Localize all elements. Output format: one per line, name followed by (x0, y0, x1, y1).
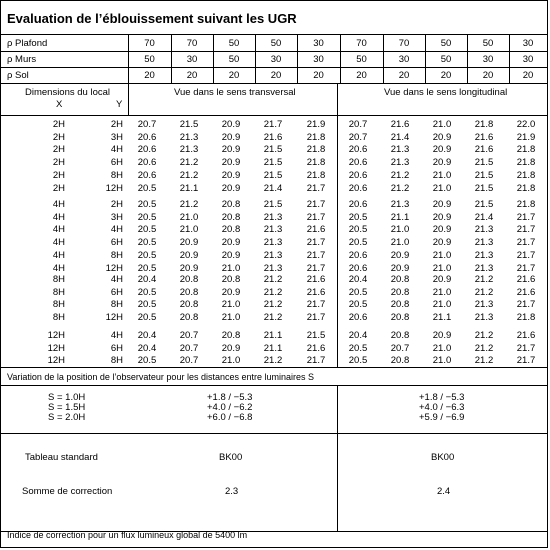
ugr-value: 21.4 (263, 182, 283, 194)
variation-long: +5.9 / −6.9 (419, 412, 465, 423)
ugr-value: 21.3 (390, 157, 410, 169)
reflectance-value: 50 (270, 38, 282, 49)
ugr-value: 20.9 (221, 119, 241, 130)
ugr-value: 20.5 (137, 262, 157, 274)
reflectance-value: 70 (356, 38, 367, 49)
ugr-value: 21.7 (516, 342, 536, 354)
ugr-value: 21.3 (263, 224, 283, 236)
ugr-value: 20.9 (432, 224, 452, 236)
row-x: 8H (52, 299, 65, 311)
ugr-value: 21.6 (306, 274, 326, 285)
row-x: 2H (52, 131, 65, 143)
rule-line (1, 51, 547, 52)
ugr-value: 20.7 (348, 119, 368, 130)
ugr-value: 21.2 (474, 274, 494, 285)
row-y: 2H (110, 199, 123, 210)
row-y: 4H (110, 330, 123, 341)
ugr-value: 20.9 (432, 237, 452, 249)
row-x: 8H (52, 312, 65, 324)
ugr-value: 20.8 (221, 224, 241, 236)
row-y: 8H (110, 169, 123, 181)
reflectance-value: 20 (270, 70, 282, 81)
ugr-value: 21.3 (474, 312, 494, 324)
ugr-value: 20.5 (137, 286, 157, 298)
standard-long: BK00 (431, 452, 455, 463)
ugr-value: 20.9 (221, 249, 241, 261)
variation-long: +4.0 / −6.3 (419, 402, 465, 413)
variation-label: S = 2.0H (48, 412, 86, 423)
ugr-value: 21.7 (306, 182, 326, 194)
ugr-value: 20.9 (221, 237, 241, 249)
ugr-value: 20.8 (221, 274, 241, 285)
ugr-value: 21.0 (432, 286, 452, 298)
ugr-value: 20.4 (348, 274, 368, 285)
ugr-value: 21.5 (263, 157, 283, 169)
ugr-value: 21.0 (221, 299, 241, 311)
reflectance-value: 30 (482, 54, 494, 65)
ugr-value: 21.5 (263, 144, 283, 156)
ugr-value: 21.2 (263, 286, 283, 298)
reflectance-label: ρ Sol (7, 70, 29, 81)
ugr-value: 21.1 (263, 330, 283, 341)
ugr-value: 21.4 (474, 211, 494, 223)
row-x: 12H (47, 330, 65, 341)
ugr-value: 21.6 (263, 131, 283, 143)
ugr-value: 21.3 (474, 249, 494, 261)
ugr-value: 20.6 (348, 144, 368, 156)
ugr-value: 21.8 (306, 157, 326, 169)
ugr-value: 20.7 (179, 355, 199, 367)
ugr-value: 20.9 (221, 182, 241, 194)
ugr-value: 21.7 (306, 262, 326, 274)
row-y: 12H (105, 262, 123, 274)
correction-trans: 2.3 (225, 486, 239, 497)
ugr-value: 21.8 (516, 169, 536, 181)
ugr-value: 21.7 (263, 119, 283, 130)
ugr-value: 21.1 (432, 312, 452, 324)
ugr-value: 20.9 (390, 249, 410, 261)
row-y: 12H (105, 312, 123, 324)
row-y: 6H (110, 286, 123, 298)
ugr-value: 20.7 (179, 342, 199, 354)
ugr-value: 20.8 (390, 355, 410, 367)
ugr-value: 21.2 (179, 169, 199, 181)
ugr-value: 20.6 (348, 182, 368, 194)
ugr-value: 20.5 (137, 182, 157, 194)
ugr-value: 21.2 (474, 342, 494, 354)
ugr-value: 21.0 (432, 249, 452, 261)
ugr-value: 21.1 (179, 182, 199, 194)
reflectance-value: 20 (356, 70, 367, 81)
row-y: 12H (105, 182, 123, 194)
row-y: 4H (110, 224, 123, 236)
reflectance-value: 50 (228, 54, 240, 65)
ugr-value: 20.7 (137, 119, 157, 130)
ugr-value: 21.3 (263, 237, 283, 249)
ugr-value: 20.9 (221, 157, 241, 169)
ugr-value: 20.9 (179, 249, 199, 261)
ugr-value: 21.0 (432, 169, 452, 181)
ugr-value: 21.1 (263, 342, 283, 354)
ugr-value: 20.4 (348, 330, 368, 341)
ugr-value: 20.9 (432, 330, 452, 341)
ugr-value: 20.8 (390, 312, 410, 324)
ugr-value: 21.3 (474, 237, 494, 249)
ugr-value: 21.5 (306, 330, 326, 341)
reflectance-value: 30 (522, 54, 534, 65)
ugr-value: 20.7 (348, 131, 368, 143)
ugr-value: 20.4 (137, 274, 157, 285)
ugr-value: 21.7 (516, 211, 536, 223)
reflectance-value: 30 (186, 54, 198, 65)
reflectance-label: ρ Plafond (7, 38, 48, 49)
ugr-value: 22.0 (516, 119, 536, 130)
reflectance-value: 50 (482, 38, 494, 49)
ugr-value: 20.5 (137, 355, 157, 367)
correction-long: 2.4 (437, 486, 451, 497)
row-x: 12H (47, 355, 65, 367)
reflectance-value: 70 (186, 38, 198, 49)
ugr-value: 21.2 (263, 355, 283, 367)
ugr-value: 21.2 (263, 312, 283, 324)
ugr-value: 21.7 (306, 249, 326, 261)
ugr-value: 20.9 (179, 237, 199, 249)
x-label: X (56, 99, 63, 110)
ugr-value: 20.5 (348, 224, 368, 236)
footer-note: Indice de correction pour un flux lumineux global de 5400 lm (7, 530, 248, 540)
variation-trans: +6.0 / −6.8 (207, 412, 253, 423)
rule-line (1, 67, 547, 68)
ugr-value: 21.4 (390, 131, 410, 143)
variation-label: S = 1.0H (48, 392, 86, 403)
reflectance-value: 20 (228, 70, 240, 81)
variation-caption: Variation de la position de l’observateur pour les distances entre luminaires S (7, 372, 315, 382)
reflectance-value: 30 (522, 38, 534, 49)
column-divider (128, 83, 129, 115)
row-y: 3H (110, 211, 123, 223)
ugr-value: 20.8 (179, 274, 199, 285)
standard-label: Tableau standard (25, 452, 98, 463)
row-x: 8H (52, 274, 65, 285)
ugr-value: 21.8 (306, 169, 326, 181)
ugr-value: 21.5 (474, 182, 494, 194)
row-x: 2H (52, 144, 65, 156)
reflectance-value: 50 (440, 38, 452, 49)
row-y: 8H (110, 355, 123, 367)
ugr-value: 20.4 (137, 330, 157, 341)
ugr-value: 21.7 (306, 299, 326, 311)
ugr-value: 20.5 (137, 299, 157, 311)
ugr-value: 21.7 (516, 224, 536, 236)
variation-trans: +1.8 / −5.3 (207, 392, 253, 403)
ugr-value: 20.5 (348, 237, 368, 249)
rule-line (1, 83, 547, 84)
ugr-value: 21.6 (390, 119, 410, 130)
ugr-value: 21.0 (390, 237, 410, 249)
row-y: 4H (110, 144, 123, 156)
ugr-value: 21.8 (474, 119, 494, 130)
ugr-value: 21.2 (390, 169, 410, 181)
ugr-value: 20.9 (221, 286, 241, 298)
ugr-value: 20.6 (137, 157, 157, 169)
ugr-value: 20.8 (221, 211, 241, 223)
ugr-value: 21.3 (179, 144, 199, 156)
ugr-value: 21.2 (390, 182, 410, 194)
ugr-value: 20.8 (179, 286, 199, 298)
ugr-value: 21.0 (221, 262, 241, 274)
rule-line (1, 367, 547, 368)
ugr-value: 20.8 (390, 286, 410, 298)
ugr-value: 21.3 (390, 199, 410, 210)
ugr-value: 21.7 (516, 299, 536, 311)
ugr-value: 21.0 (390, 224, 410, 236)
reflectance-value: 50 (356, 54, 367, 65)
ugr-value: 20.8 (221, 199, 241, 210)
ugr-value: 21.5 (263, 199, 283, 210)
rule-line (1, 433, 547, 434)
ugr-value: 20.9 (221, 342, 241, 354)
reflectance-value: 30 (313, 54, 324, 65)
ugr-value: 21.2 (474, 286, 494, 298)
variation-long: +1.8 / −5.3 (419, 392, 465, 403)
ugr-value: 21.6 (474, 131, 494, 143)
reflectance-value: 20 (186, 70, 198, 81)
row-y: 6H (110, 237, 123, 249)
row-y: 4H (110, 274, 123, 285)
reflectance-value: 20 (482, 70, 494, 81)
ugr-value: 21.7 (306, 199, 326, 210)
ugr-value: 20.9 (221, 131, 241, 143)
ugr-value: 20.9 (432, 211, 452, 223)
reflectance-value: 20 (522, 70, 534, 81)
ugr-value: 20.5 (137, 249, 157, 261)
ugr-value: 20.9 (432, 131, 452, 143)
reflectance-value: 30 (398, 54, 410, 65)
reflectance-value: 70 (144, 38, 155, 49)
ugr-value: 21.7 (516, 262, 536, 274)
ugr-value: 21.9 (516, 131, 536, 143)
y-label: Y (116, 99, 123, 110)
ugr-value: 20.9 (432, 199, 452, 210)
ugr-value: 20.8 (221, 330, 241, 341)
row-x: 4H (52, 249, 65, 261)
ugr-value: 21.1 (390, 211, 410, 223)
ugr-value: 20.5 (348, 286, 368, 298)
ugr-value: 21.8 (516, 157, 536, 169)
transverse-header: Vue dans le sens transversal (174, 87, 296, 98)
ugr-value: 21.3 (263, 262, 283, 274)
ugr-value: 20.9 (432, 144, 452, 156)
variation-trans: +4.0 / −6.2 (207, 402, 253, 413)
row-y: 8H (110, 299, 123, 311)
ugr-value: 20.5 (137, 224, 157, 236)
ugr-value: 21.0 (432, 342, 452, 354)
row-x: 4H (52, 199, 65, 210)
ugr-value: 21.8 (516, 199, 536, 210)
ugr-value: 21.7 (516, 355, 536, 367)
reflectance-value: 50 (440, 54, 452, 65)
ugr-value: 21.6 (474, 144, 494, 156)
ugr-value: 20.6 (348, 157, 368, 169)
ugr-value: 21.7 (306, 312, 326, 324)
row-x: 4H (52, 237, 65, 249)
ugr-value: 21.7 (516, 237, 536, 249)
ugr-value: 20.8 (179, 312, 199, 324)
ugr-value: 20.5 (348, 211, 368, 223)
ugr-value: 20.9 (432, 274, 452, 285)
ugr-value: 20.6 (348, 312, 368, 324)
reflectance-value: 20 (144, 70, 155, 81)
ugr-value: 20.5 (137, 312, 157, 324)
ugr-value: 21.5 (474, 199, 494, 210)
ugr-value: 21.8 (306, 144, 326, 156)
variation-label: S = 1.5H (48, 402, 86, 413)
ugr-value: 20.9 (179, 262, 199, 274)
ugr-value: 20.6 (348, 262, 368, 274)
ugr-value: 21.3 (474, 299, 494, 311)
ugr-value: 21.3 (179, 131, 199, 143)
ugr-value: 21.0 (432, 119, 452, 130)
ugr-value: 20.8 (390, 274, 410, 285)
row-x: 2H (52, 119, 65, 130)
ugr-value: 20.5 (348, 355, 368, 367)
ugr-value: 20.7 (390, 342, 410, 354)
ugr-value: 21.8 (306, 131, 326, 143)
ugr-value: 20.8 (390, 330, 410, 341)
ugr-value: 21.3 (263, 211, 283, 223)
ugr-value: 21.8 (516, 144, 536, 156)
ugr-value: 20.5 (348, 299, 368, 311)
row-x: 4H (52, 224, 65, 236)
ugr-value: 20.5 (137, 237, 157, 249)
reflectance-value: 30 (313, 38, 324, 49)
ugr-value: 21.7 (306, 237, 326, 249)
reflectance-value: 20 (313, 70, 324, 81)
row-y: 8H (110, 249, 123, 261)
ugr-value: 21.3 (474, 224, 494, 236)
ugr-value: 21.0 (432, 299, 452, 311)
ugr-value: 20.6 (348, 199, 368, 210)
ugr-value: 20.6 (137, 131, 157, 143)
correction-label: Somme de correction (22, 486, 113, 497)
row-y: 2H (110, 119, 123, 130)
ugr-value: 21.2 (179, 199, 199, 210)
ugr-value: 20.5 (137, 199, 157, 210)
ugr-value: 21.0 (432, 355, 452, 367)
ugr-value: 21.6 (516, 286, 536, 298)
ugr-value: 21.5 (474, 169, 494, 181)
ugr-value: 20.8 (179, 299, 199, 311)
ugr-value: 20.5 (348, 342, 368, 354)
reflectance-value: 70 (398, 38, 410, 49)
ugr-value: 21.8 (516, 182, 536, 194)
row-x: 2H (52, 169, 65, 181)
row-y: 6H (110, 342, 123, 354)
ugr-value: 21.5 (474, 157, 494, 169)
ugr-value: 21.7 (306, 355, 326, 367)
ugr-value: 21.7 (516, 249, 536, 261)
reflectance-value: 20 (440, 70, 452, 81)
page-title: Evaluation de l’éblouissement suivant les UGR (7, 11, 297, 26)
ugr-value: 21.0 (179, 224, 199, 236)
dims-label: Dimensions du local (25, 87, 111, 98)
ugr-value: 21.6 (516, 330, 536, 341)
ugr-value: 21.0 (432, 182, 452, 194)
ugr-value: 21.0 (221, 355, 241, 367)
column-divider (337, 385, 338, 531)
ugr-value: 21.7 (306, 211, 326, 223)
ugr-value: 20.4 (137, 342, 157, 354)
ugr-value: 20.6 (137, 169, 157, 181)
ugr-value: 21.0 (432, 262, 452, 274)
ugr-value: 20.9 (432, 157, 452, 169)
ugr-value: 21.2 (263, 299, 283, 311)
ugr-value: 20.9 (221, 144, 241, 156)
ugr-value: 21.5 (263, 169, 283, 181)
ugr-value: 21.8 (516, 312, 536, 324)
rule-line (1, 34, 547, 35)
ugr-value: 21.2 (474, 330, 494, 341)
row-x: 2H (52, 157, 65, 169)
ugr-value: 20.7 (179, 330, 199, 341)
row-x: 8H (52, 286, 65, 298)
row-x: 2H (52, 182, 65, 194)
ugr-value: 20.6 (348, 249, 368, 261)
ugr-value: 21.6 (306, 342, 326, 354)
ugr-value: 20.6 (348, 169, 368, 181)
longitudinal-header: Vue dans le sens longitudinal (384, 87, 508, 98)
ugr-value: 20.5 (137, 211, 157, 223)
ugr-value: 21.3 (263, 249, 283, 261)
ugr-value: 21.6 (516, 274, 536, 285)
ugr-value: 21.9 (306, 119, 326, 130)
ugr-value: 21.5 (179, 119, 199, 130)
ugr-value: 21.2 (179, 157, 199, 169)
reflectance-value: 50 (228, 38, 240, 49)
ugr-value: 20.6 (137, 144, 157, 156)
rule-line (1, 385, 547, 386)
ugr-value: 21.3 (390, 144, 410, 156)
ugr-value: 21.3 (474, 262, 494, 274)
reflectance-value: 20 (398, 70, 410, 81)
reflectance-value: 30 (270, 54, 282, 65)
reflectance-value: 50 (144, 54, 155, 65)
row-y: 3H (110, 131, 123, 143)
ugr-value: 20.9 (390, 262, 410, 274)
standard-trans: BK00 (219, 452, 243, 463)
reflectance-label: ρ Murs (7, 54, 37, 65)
ugr-value: 20.8 (390, 299, 410, 311)
ugr-value: 21.0 (221, 312, 241, 324)
ugr-value: 21.6 (306, 224, 326, 236)
row-x: 4H (52, 262, 65, 274)
ugr-value: 21.2 (474, 355, 494, 367)
ugr-value: 21.0 (179, 211, 199, 223)
row-y: 6H (110, 157, 123, 169)
row-x: 4H (52, 211, 65, 223)
ugr-value: 20.9 (221, 169, 241, 181)
row-x: 12H (47, 342, 65, 354)
ugr-value: 21.2 (263, 274, 283, 285)
ugr-value: 21.6 (306, 286, 326, 298)
rule-line (1, 115, 547, 116)
